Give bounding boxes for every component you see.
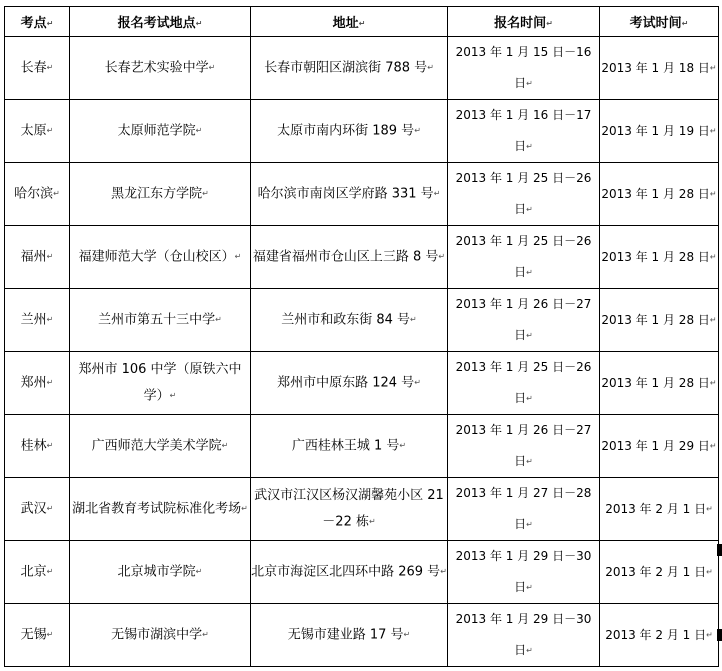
cell-site xyxy=(5,226,70,289)
cell-site-text: 桂林 xyxy=(20,438,47,454)
cell-location-text: 郑州市 106 中学（原铁六中学） xyxy=(78,361,242,404)
cell-exam-time-text: 2013 年 2 月 1 日 xyxy=(605,627,707,642)
table-header xyxy=(5,7,719,37)
paragraph-mark: ↵ xyxy=(195,566,203,576)
paragraph-mark: ↵ xyxy=(399,440,407,450)
header-site: 考点↵ xyxy=(5,7,70,37)
table-row xyxy=(5,415,719,478)
table-row xyxy=(5,226,719,289)
paragraph-mark: ↵ xyxy=(546,19,553,28)
cell-site-text: 武汉 xyxy=(20,501,47,517)
cell-exam-time-text: 2013 年 1 月 28 日 xyxy=(601,186,710,201)
paragraph-mark: ↵ xyxy=(709,189,717,199)
cell-location-text: 无锡市湖滨中学 xyxy=(111,627,203,643)
paragraph-mark: ↵ xyxy=(414,125,421,135)
cell-site xyxy=(5,478,70,541)
cell-site-text: 哈尔滨 xyxy=(14,186,54,202)
cell-address xyxy=(251,100,448,163)
cell-site-text: 福州 xyxy=(20,249,47,265)
cell-reg-time xyxy=(448,226,600,289)
cell-reg-time-text: 2013 年 1 月 29 日－30 日 xyxy=(455,549,592,594)
paragraph-mark: ↵ xyxy=(438,251,446,261)
paragraph-mark: ↵ xyxy=(53,188,60,198)
paragraph-mark: ↵ xyxy=(526,646,533,655)
page-edge-marker xyxy=(717,544,722,556)
exam-sites-table xyxy=(4,6,719,667)
cell-address xyxy=(251,289,448,352)
paragraph-mark: ↵ xyxy=(46,125,54,135)
paragraph-mark: ↵ xyxy=(195,19,203,28)
paragraph-mark: ↵ xyxy=(681,19,689,28)
header-address: 地址↵ xyxy=(251,7,448,37)
paragraph-mark: ↵ xyxy=(709,252,717,262)
table-row xyxy=(5,541,719,604)
paragraph-mark: ↵ xyxy=(46,377,54,387)
paragraph-mark: ↵ xyxy=(46,566,54,576)
paragraph-mark: ↵ xyxy=(46,503,54,513)
cell-address-text: 郑州市中原东路 124 号 xyxy=(277,375,415,391)
paragraph-mark: ↵ xyxy=(202,188,209,198)
cell-address xyxy=(251,163,448,226)
cell-exam-time-text: 2013 年 1 月 18 日 xyxy=(601,60,710,75)
paragraph-mark: ↵ xyxy=(706,630,713,640)
cell-address-text: 兰州市和政东街 84 号 xyxy=(281,312,411,328)
cell-site xyxy=(5,541,70,604)
cell-site-text: 郑州 xyxy=(20,375,47,391)
paragraph-mark: ↵ xyxy=(706,504,713,514)
paragraph-mark: ↵ xyxy=(526,268,533,277)
cell-location-text: 黑龙江东方学院 xyxy=(111,186,203,202)
header-reg-time: 报名时间↵ xyxy=(448,7,600,37)
cell-site xyxy=(5,415,70,478)
paragraph-mark: ↵ xyxy=(410,314,417,324)
paragraph-mark: ↵ xyxy=(709,126,717,136)
paragraph-mark: ↵ xyxy=(709,63,717,73)
cell-location-text: 兰州市第五十三中学 xyxy=(98,312,216,328)
cell-exam-time xyxy=(600,163,719,226)
cell-site-text: 无锡 xyxy=(20,627,47,643)
cell-location xyxy=(70,289,251,352)
cell-address xyxy=(251,541,448,604)
paragraph-mark: ↵ xyxy=(433,188,441,198)
paragraph-mark: ↵ xyxy=(46,62,54,72)
paragraph-mark: ↵ xyxy=(526,331,533,340)
cell-location-text: 太原师范学院 xyxy=(117,123,196,139)
paragraph-mark: ↵ xyxy=(526,583,533,592)
paragraph-mark: ↵ xyxy=(46,440,54,450)
paragraph-mark: ↵ xyxy=(709,441,717,451)
cell-address xyxy=(251,352,448,415)
cell-exam-time-text: 2013 年 2 月 1 日 xyxy=(605,564,707,579)
cell-location xyxy=(70,478,251,541)
cell-reg-time xyxy=(448,289,600,352)
paragraph-mark: ↵ xyxy=(215,314,222,324)
cell-address xyxy=(251,226,448,289)
cell-site-text: 长春 xyxy=(20,60,47,76)
table-row xyxy=(5,352,719,415)
cell-site xyxy=(5,604,70,667)
cell-exam-time xyxy=(600,289,719,352)
cell-site-text: 兰州 xyxy=(20,312,47,328)
cell-reg-time xyxy=(448,541,600,604)
paragraph-mark: ↵ xyxy=(46,251,54,261)
cell-location xyxy=(70,100,251,163)
cell-site xyxy=(5,289,70,352)
cell-address-text: 福建省福州市仓山区上三路 8 号 xyxy=(252,249,439,265)
paragraph-mark: ↵ xyxy=(709,315,717,325)
cell-location xyxy=(70,604,251,667)
cell-exam-time xyxy=(600,604,719,667)
paragraph-mark: ↵ xyxy=(414,377,421,387)
table-row xyxy=(5,100,719,163)
cell-reg-time xyxy=(448,352,600,415)
cell-address xyxy=(251,37,448,100)
page-edge-marker xyxy=(717,629,722,641)
cell-location-text: 福建师范大学（仓山校区） xyxy=(78,249,235,265)
cell-reg-time xyxy=(448,415,600,478)
cell-location xyxy=(70,226,251,289)
cell-site-text: 太原 xyxy=(20,123,47,139)
table-row xyxy=(5,478,719,541)
cell-address-text: 太原市南内环街 189 号 xyxy=(277,123,415,139)
paragraph-mark: ↵ xyxy=(358,19,366,28)
cell-exam-time-text: 2013 年 2 月 1 日 xyxy=(605,501,707,516)
paragraph-mark: ↵ xyxy=(46,19,54,28)
paragraph-mark: ↵ xyxy=(221,440,229,450)
paragraph-mark: ↵ xyxy=(427,62,434,72)
cell-location-text: 北京城市学院 xyxy=(117,564,196,580)
cell-address-text: 长春市朝阳区湖滨街 788 号 xyxy=(264,60,428,76)
cell-reg-time-text: 2013 年 1 月 26 日－27 日 xyxy=(455,423,592,468)
cell-reg-time-text: 2013 年 1 月 16 日－17 日 xyxy=(455,108,592,153)
cell-site xyxy=(5,37,70,100)
cell-exam-time-text: 2013 年 1 月 28 日 xyxy=(601,249,710,264)
cell-site xyxy=(5,100,70,163)
cell-reg-time xyxy=(448,163,600,226)
header-exam-time: 考试时间↵ xyxy=(600,7,719,37)
paragraph-mark: ↵ xyxy=(241,503,248,513)
cell-exam-time xyxy=(600,478,719,541)
table-row xyxy=(5,37,719,100)
cell-address-text: 广西桂林王城 1 号 xyxy=(291,438,400,454)
cell-site xyxy=(5,163,70,226)
cell-address-text: 北京市海淀区北四环中路 269 号 xyxy=(251,564,441,580)
cell-address-text: 武汉市江汉区杨汉湖馨苑小区 21－22 栋 xyxy=(254,487,444,530)
cell-reg-time-text: 2013 年 1 月 25 日－26 日 xyxy=(455,171,592,216)
cell-reg-time-text: 2013 年 1 月 15 日－16 日 xyxy=(455,45,592,90)
cell-reg-time xyxy=(448,37,600,100)
cell-exam-time xyxy=(600,226,719,289)
cell-reg-time xyxy=(448,478,600,541)
cell-exam-time xyxy=(600,100,719,163)
paragraph-mark: ↵ xyxy=(526,142,533,151)
paragraph-mark: ↵ xyxy=(195,125,203,135)
cell-exam-time-text: 2013 年 1 月 29 日 xyxy=(601,438,710,453)
cell-location-text: 广西师范大学美术学院 xyxy=(91,438,222,454)
cell-reg-time xyxy=(448,604,600,667)
paragraph-mark: ↵ xyxy=(526,394,533,403)
cell-reg-time-text: 2013 年 1 月 27 日－28 日 xyxy=(455,486,592,531)
cell-exam-time-text: 2013 年 1 月 28 日 xyxy=(601,312,710,327)
cell-address xyxy=(251,604,448,667)
cell-location xyxy=(70,541,251,604)
paragraph-mark: ↵ xyxy=(234,251,242,261)
cell-exam-time xyxy=(600,352,719,415)
cell-reg-time-text: 2013 年 1 月 25 日－26 日 xyxy=(455,360,592,405)
cell-location xyxy=(70,352,251,415)
cell-exam-time xyxy=(600,37,719,100)
cell-location-text: 湖北省教育考试院标准化考场 xyxy=(72,501,242,517)
paragraph-mark: ↵ xyxy=(368,516,376,526)
cell-location xyxy=(70,37,251,100)
cell-exam-time xyxy=(600,541,719,604)
cell-location-text: 长春艺术实验中学 xyxy=(104,60,209,76)
table-row xyxy=(5,289,719,352)
paragraph-mark: ↵ xyxy=(46,314,54,324)
cell-reg-time-text: 2013 年 1 月 26 日－27 日 xyxy=(455,297,592,342)
cell-address xyxy=(251,415,448,478)
table-row xyxy=(5,604,719,667)
table-row xyxy=(5,163,719,226)
paragraph-mark: ↵ xyxy=(403,629,411,639)
paragraph-mark: ↵ xyxy=(202,629,209,639)
cell-reg-time-text: 2013 年 1 月 25 日－26 日 xyxy=(455,234,592,279)
table-body xyxy=(5,37,719,667)
cell-site xyxy=(5,352,70,415)
paragraph-mark: ↵ xyxy=(169,390,177,400)
cell-site-text: 北京 xyxy=(20,564,47,580)
cell-address-text: 哈尔滨市南岗区学府路 331 号 xyxy=(257,186,434,202)
cell-reg-time xyxy=(448,100,600,163)
cell-reg-time-text: 2013 年 1 月 29 日－30 日 xyxy=(455,612,592,657)
cell-address xyxy=(251,478,448,541)
paragraph-mark: ↵ xyxy=(46,629,54,639)
paragraph-mark: ↵ xyxy=(526,457,533,466)
header-row xyxy=(5,7,719,37)
cell-exam-time-text: 2013 年 1 月 28 日 xyxy=(601,375,710,390)
paragraph-mark: ↵ xyxy=(526,79,533,88)
paragraph-mark: ↵ xyxy=(208,62,216,72)
paragraph-mark: ↵ xyxy=(709,378,717,388)
header-location: 报名考试地点↵ xyxy=(70,7,251,37)
cell-address-text: 无锡市建业路 17 号 xyxy=(287,627,404,643)
paragraph-mark: ↵ xyxy=(706,567,713,577)
cell-location xyxy=(70,415,251,478)
cell-exam-time-text: 2013 年 1 月 19 日 xyxy=(601,123,710,138)
paragraph-mark: ↵ xyxy=(526,205,533,214)
paragraph-mark: ↵ xyxy=(440,566,447,576)
cell-location xyxy=(70,163,251,226)
paragraph-mark: ↵ xyxy=(526,520,533,529)
cell-exam-time xyxy=(600,415,719,478)
